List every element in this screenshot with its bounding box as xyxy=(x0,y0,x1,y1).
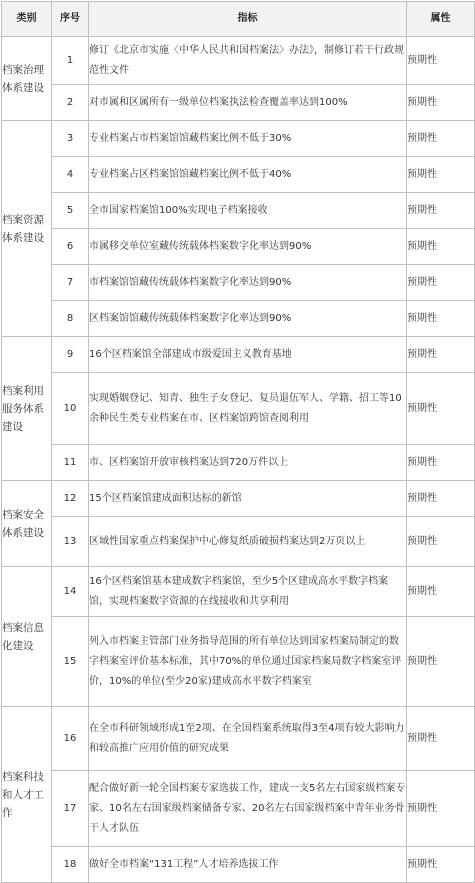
attribute-cell: 预期性 xyxy=(407,301,475,337)
table-row xyxy=(2,517,475,567)
attribute-cell: 预期性 xyxy=(407,517,475,567)
header-row xyxy=(2,2,475,37)
attribute-cell: 预期性 xyxy=(407,481,475,517)
indicator-table xyxy=(1,1,475,883)
attribute-cell: 预期性 xyxy=(407,445,475,481)
header-indicator: 指标 xyxy=(89,2,407,37)
attribute-cell: 预期性 xyxy=(407,337,475,373)
row-number: 12 xyxy=(52,481,89,517)
indicator-cell: 专业档案占区档案馆馆藏档案比例不低于40% xyxy=(89,157,407,193)
attribute-cell: 预期性 xyxy=(407,85,475,121)
table-row xyxy=(2,301,475,337)
indicator-cell: 市属移交单位室藏传统载体档案数字化率达到90% xyxy=(89,229,407,265)
table-row xyxy=(2,121,475,157)
indicator-cell: 做好全市档案“131工程”人才培养选拔工作 xyxy=(89,847,407,883)
table-row xyxy=(2,567,475,617)
row-number: 17 xyxy=(52,771,89,847)
table-row xyxy=(2,229,475,265)
attribute-cell: 预期性 xyxy=(407,229,475,265)
row-number: 6 xyxy=(52,229,89,265)
indicator-cell: 实现婚姻登记、知青、独生子女登记、复员退伍军人、学籍、招工等10余种民生类专业档案在市、区档案馆跨馆查阅利用 xyxy=(89,373,407,445)
row-number: 5 xyxy=(52,193,89,229)
row-number: 4 xyxy=(52,157,89,193)
table-row xyxy=(2,37,475,85)
attribute-cell: 预期性 xyxy=(407,121,475,157)
attribute-cell: 预期性 xyxy=(407,847,475,883)
attribute-cell: 预期性 xyxy=(407,373,475,445)
attribute-cell: 预期性 xyxy=(407,617,475,707)
row-number: 7 xyxy=(52,265,89,301)
category-cell: 档案资源体系建设 xyxy=(2,121,52,337)
header-category: 类别 xyxy=(2,2,52,37)
indicator-cell: 配合做好新一轮全国档案专家选拔工作，建成一支5名左右国家级档案专家、10名左右国家级档案储备专家、20名左右国家级档案中青年业务骨干人才队伍 xyxy=(89,771,407,847)
indicator-cell: 区域性国家重点档案保护中心修复纸质破损档案达到2万页以上 xyxy=(89,517,407,567)
indicator-cell: 修订《北京市实施〈中华人民共和国档案法〉办法》，制修订若干行政规范性文件 xyxy=(89,37,407,85)
indicator-cell: 区档案馆馆藏传统载体档案数字化率达到90% xyxy=(89,301,407,337)
header-number: 序号 xyxy=(52,2,89,37)
indicator-cell: 16个区档案馆基本建成数字档案馆，至少5个区建成高水平数字档案馆，实现档案数字资源的在线接收和共享利用 xyxy=(89,567,407,617)
table-row xyxy=(2,617,475,707)
attribute-cell: 预期性 xyxy=(407,707,475,771)
row-number: 11 xyxy=(52,445,89,481)
indicator-cell: 15个区档案馆建成面积达标的新馆 xyxy=(89,481,407,517)
row-number: 18 xyxy=(52,847,89,883)
attribute-cell: 预期性 xyxy=(407,37,475,85)
attribute-cell: 预期性 xyxy=(407,193,475,229)
row-number: 15 xyxy=(52,617,89,707)
table-row xyxy=(2,157,475,193)
attribute-cell: 预期性 xyxy=(407,157,475,193)
row-number: 2 xyxy=(52,85,89,121)
table-row xyxy=(2,193,475,229)
row-number: 13 xyxy=(52,517,89,567)
header-attribute: 属性 xyxy=(407,2,475,37)
category-cell: 档案信息化建设 xyxy=(2,567,52,707)
category-cell: 档案利用服务体系建设 xyxy=(2,337,52,481)
indicator-cell: 市档案馆馆藏传统载体档案数字化率达到90% xyxy=(89,265,407,301)
indicator-cell: 市、区档案馆开放审核档案达到720万件以上 xyxy=(89,445,407,481)
indicator-cell: 在全市科研领域形成1至2项、在全国档案系统取得3至4项有较大影响力和较高推广应用价值的研究成果 xyxy=(89,707,407,771)
row-number: 16 xyxy=(52,707,89,771)
row-number: 10 xyxy=(52,373,89,445)
row-number: 14 xyxy=(52,567,89,617)
table-row xyxy=(2,847,475,883)
table-row xyxy=(2,771,475,847)
row-number: 3 xyxy=(52,121,89,157)
category-cell: 档案科技和人才工作 xyxy=(2,707,52,883)
indicator-cell: 专业档案占市档案馆馆藏档案比例不低于30% xyxy=(89,121,407,157)
attribute-cell: 预期性 xyxy=(407,771,475,847)
table-row xyxy=(2,337,475,373)
indicator-cell: 列入市档案主管部门业务指导范围的所有单位达到国家档案局制定的数字档案室评价基本标准，其中70%的单位通过国家档案局数字档案室评价，10%的单位(至少20家)建成高水平数字档案室 xyxy=(89,617,407,707)
table-row xyxy=(2,265,475,301)
table-row xyxy=(2,85,475,121)
category-cell: 档案安全体系建设 xyxy=(2,481,52,567)
category-cell: 档案治理体系建设 xyxy=(2,37,52,121)
indicator-cell: 16个区档案馆全部建成市级爱国主义教育基地 xyxy=(89,337,407,373)
row-number: 9 xyxy=(52,337,89,373)
attribute-cell: 预期性 xyxy=(407,265,475,301)
table-row xyxy=(2,373,475,445)
table-row xyxy=(2,707,475,771)
table-row xyxy=(2,481,475,517)
row-number: 8 xyxy=(52,301,89,337)
table-row xyxy=(2,445,475,481)
attribute-cell: 预期性 xyxy=(407,567,475,617)
indicator-cell: 全市国家档案馆100%实现电子档案接收 xyxy=(89,193,407,229)
row-number: 1 xyxy=(52,37,89,85)
indicator-cell: 对市属和区属所有一级单位档案执法检查覆盖率达到100% xyxy=(89,85,407,121)
